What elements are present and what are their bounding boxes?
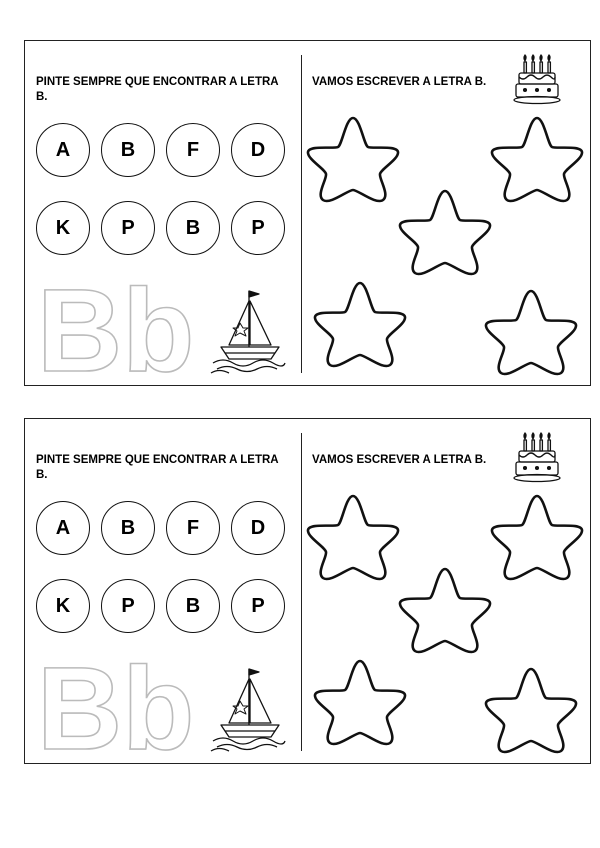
letter-circle[interactable]: K (36, 579, 90, 633)
birthday-cake-icon (513, 433, 561, 483)
star-outline-icon[interactable] (400, 569, 490, 652)
letter-circle[interactable]: P (231, 201, 285, 255)
birthday-cake-icon (513, 55, 561, 105)
write-letter-instruction: VAMOS ESCREVER A LETRA B. (312, 76, 487, 88)
letter-circle[interactable]: D (231, 501, 285, 555)
letter-circle[interactable]: B (101, 501, 155, 555)
letter-circle[interactable]: B (166, 579, 220, 633)
letter-circle[interactable]: P (231, 579, 285, 633)
svg-text:Bb: Bb (37, 643, 195, 775)
sailboat-icon (209, 665, 287, 753)
stars-writing-area[interactable] (307, 485, 597, 761)
letter-circle[interactable]: A (36, 123, 90, 177)
letter-circle[interactable]: P (101, 201, 155, 255)
svg-text:Bb: Bb (37, 265, 195, 397)
star-outline-icon[interactable] (486, 291, 576, 374)
find-letter-instruction: PINTE SEMPRE QUE ENCONTRAR A LETRA B. (36, 454, 279, 481)
star-outline-icon[interactable] (492, 118, 582, 201)
tracing-letters (35, 265, 215, 397)
activity-card-1 (24, 40, 591, 397)
star-outline-icon[interactable] (308, 118, 398, 201)
star-outline-icon[interactable] (400, 191, 490, 274)
letter-circle[interactable]: B (101, 123, 155, 177)
letter-circle[interactable]: F (166, 123, 220, 177)
letter-circle[interactable]: P (101, 579, 155, 633)
letter-circle[interactable]: A (36, 501, 90, 555)
write-letter-instruction: VAMOS ESCREVER A LETRA B. (312, 454, 487, 466)
column-divider (301, 55, 302, 373)
star-outline-icon[interactable] (315, 661, 405, 744)
letter-circle[interactable]: F (166, 501, 220, 555)
star-outline-icon[interactable] (492, 496, 582, 579)
letter-circle[interactable]: D (231, 123, 285, 177)
star-outline-icon[interactable] (315, 283, 405, 366)
column-divider (301, 433, 302, 751)
letter-circle[interactable]: K (36, 201, 90, 255)
find-letter-instruction: PINTE SEMPRE QUE ENCONTRAR A LETRA B. (36, 76, 279, 103)
tracing-letters (35, 643, 215, 775)
star-outline-icon[interactable] (308, 496, 398, 579)
sailboat-icon (209, 287, 287, 375)
activity-card-2 (24, 418, 591, 775)
stars-writing-area[interactable] (307, 107, 597, 383)
star-outline-icon[interactable] (486, 669, 576, 752)
letter-circle[interactable]: B (166, 201, 220, 255)
